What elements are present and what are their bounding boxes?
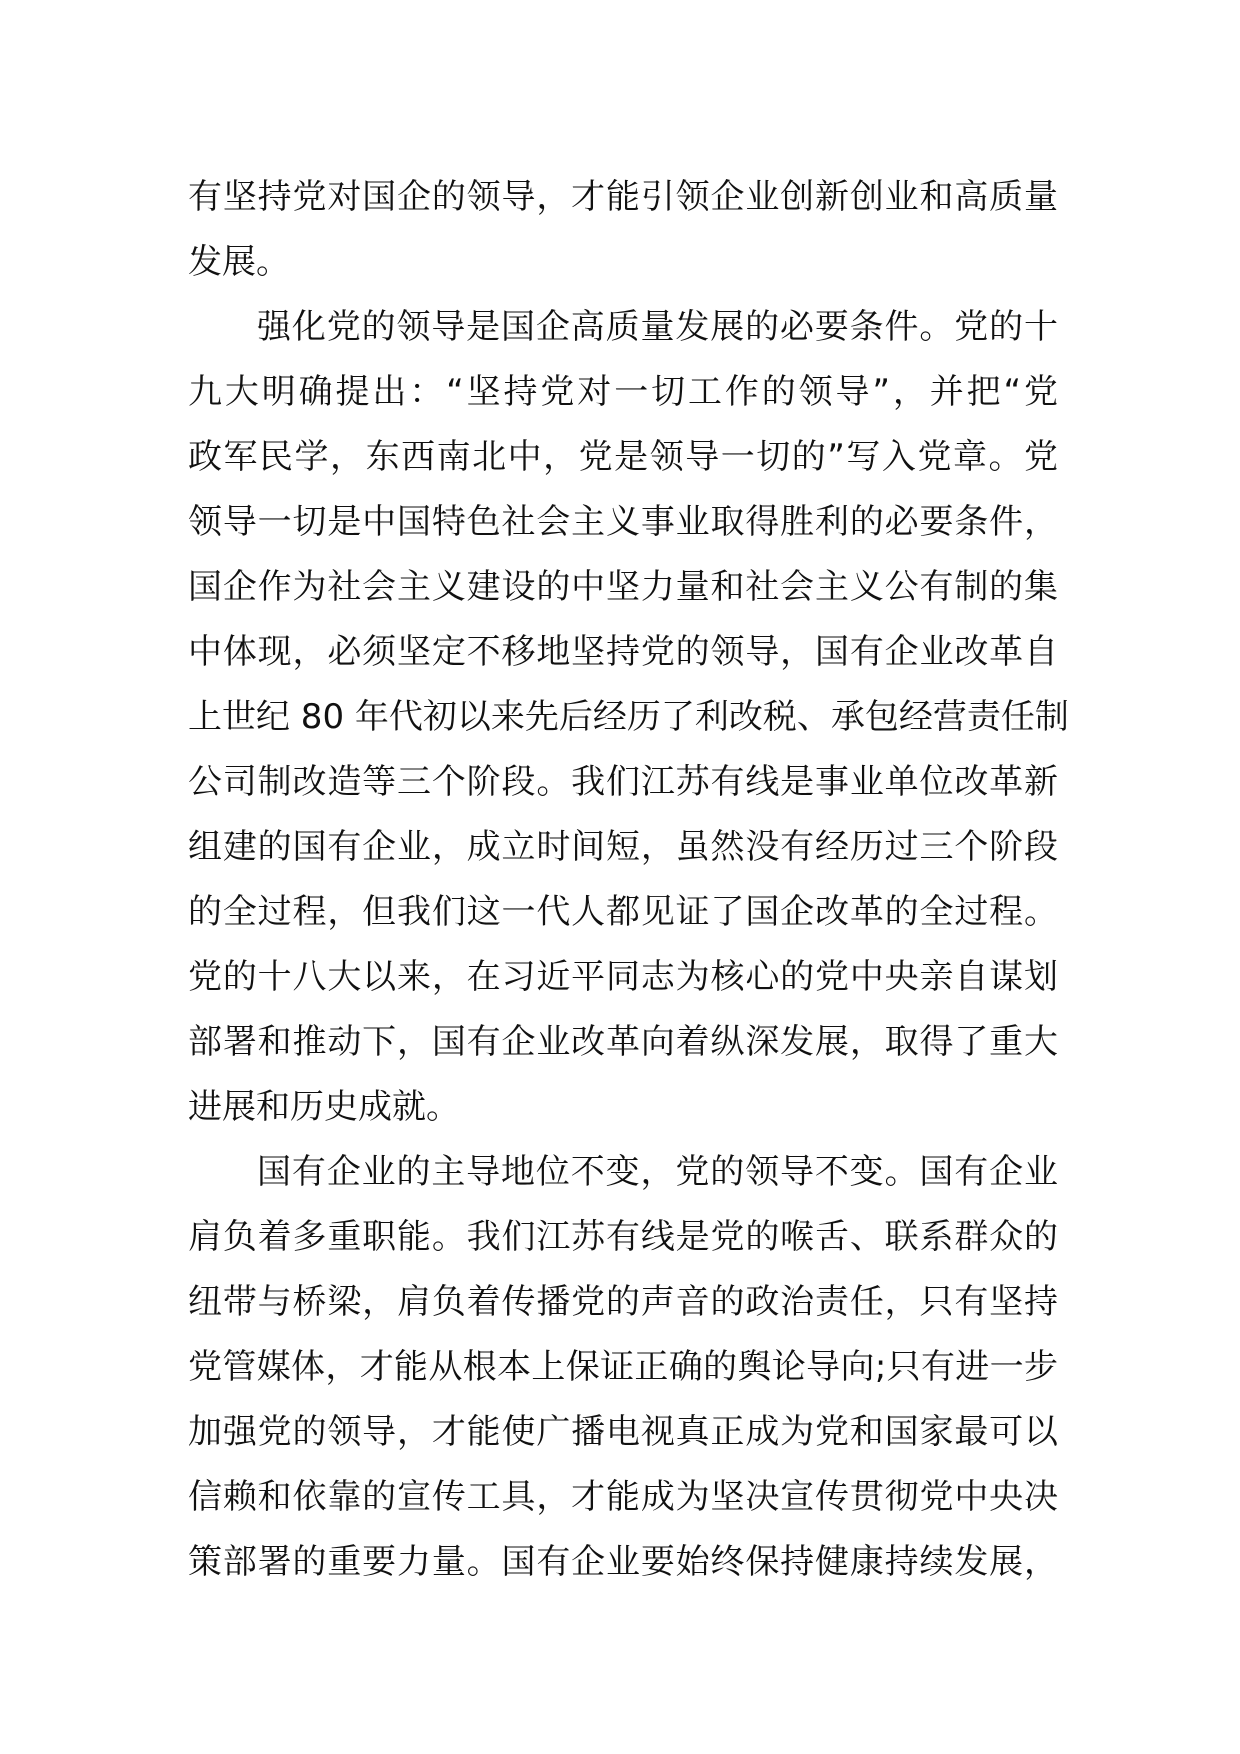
text-line: 组建的国有企业，成立时间短，虽然没有经历过三个阶段 [188,827,1058,867]
text-line: 策部署的重要力量。国有企业要始终保持健康持续发展， [188,1542,1058,1582]
text-line: 信赖和依靠的宣传工具，才能成为坚决宣传贯彻党中央决 [188,1477,1058,1517]
text-line: 肩负着多重职能。我们江苏有线是党的喉舌、联系群众的 [188,1217,1058,1257]
text-line: 有坚持党对国企的领导，才能引领企业创新创业和高质量 [188,177,1058,217]
text-line: 党的十八大以来，在习近平同志为核心的党中央亲自谋划 [188,957,1058,997]
text-line: 加强党的领导，才能使广播电视真正成为党和国家最可以 [188,1412,1058,1452]
text-line: 中体现，必须坚定不移地坚持党的领导，国有企业改革自 [188,632,1058,672]
text-line: 发展。 [188,242,290,282]
document-body [188,165,1069,1595]
text-line: 纽带与桥梁，肩负着传播党的声音的政治责任，只有坚持 [188,1282,1058,1322]
text-line: 强化党的领导是国企高质量发展的必要条件。党的十 [257,307,1058,347]
text-line: 国企作为社会主义建设的中坚力量和社会主义公有制的集 [188,567,1058,607]
text-line: 的全过程，但我们这一代人都见证了国企改革的全过程。 [188,892,1058,932]
text-line: 上世纪 80 年代初以来先后经历了利改税、承包经营责任制 [188,697,1069,737]
text-line: 部署和推动下，国有企业改革向着纵深发展，取得了重大 [188,1022,1058,1062]
text-line: 领导一切是中国特色社会主义事业取得胜利的必要条件， [188,502,1058,542]
text-line: 党管媒体，才能从根本上保证正确的舆论导向;只有进一步 [188,1347,1058,1387]
text-line: 九大明确提出：“坚持党对一切工作的领导”，并把“党 [188,372,1058,412]
text-line: 公司制改造等三个阶段。我们江苏有线是事业单位改革新 [188,762,1058,802]
text-line: 国有企业的主导地位不变，党的领导不变。国有企业 [257,1152,1058,1192]
text-line: 政军民学，东西南北中，党是领导一切的”写入党章。党 [188,437,1058,477]
text-line: 进展和历史成就。 [188,1087,460,1127]
